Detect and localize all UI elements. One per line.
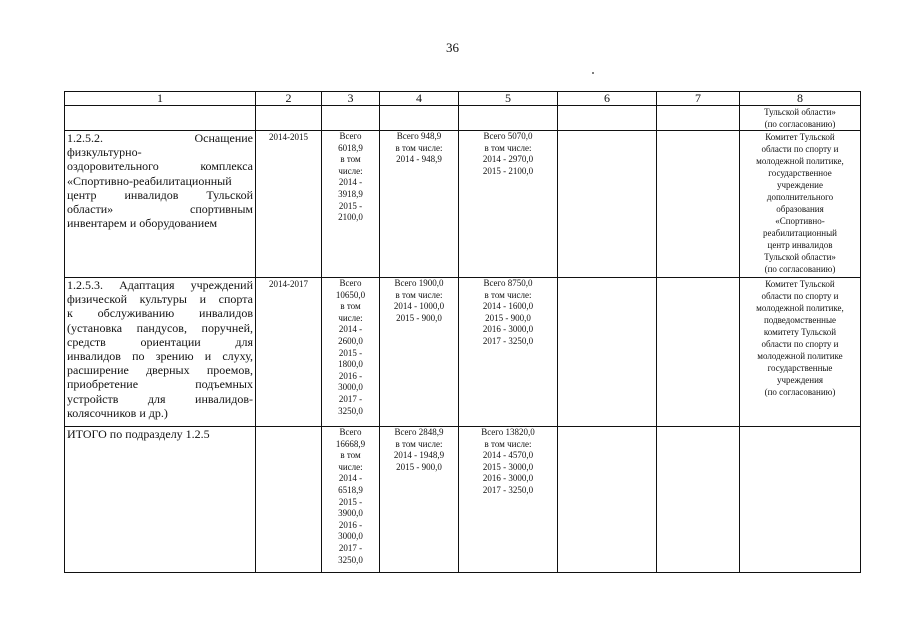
cell-line: числе: — [338, 312, 363, 323]
funding-cell-7 — [657, 427, 740, 573]
cell-line: к обслуживанию инвалидов — [67, 306, 253, 321]
cell-line: Всего 948,9 — [396, 131, 442, 141]
header-cell-8: 8 — [740, 92, 861, 106]
cell-line: 2015 - 900,0 — [396, 461, 442, 472]
cell-line: подведомственные — [763, 315, 837, 325]
funding-cell-6 — [558, 278, 657, 427]
cell-line: 2100,0 — [338, 212, 363, 223]
cell-line: в том числе: — [484, 142, 532, 153]
cell-line: 16668,9 — [335, 438, 366, 449]
funding-cell-7 — [657, 131, 740, 278]
cell-line: в том — [340, 450, 361, 461]
cell-line: в том числе: — [484, 289, 532, 300]
cell-line: в том числе: — [395, 438, 443, 449]
cell-line: 2017 - — [338, 542, 363, 553]
cell-line: 2014 - 1948,9 — [393, 450, 445, 461]
funding-regional-cell — [459, 278, 558, 427]
executor-cell — [740, 427, 861, 573]
funding-total-cell — [322, 278, 380, 427]
table-row — [65, 131, 861, 278]
cell-line: 2015 - — [338, 200, 363, 211]
cell-line: 3000,0 — [338, 382, 363, 393]
cell-line: Комитет Тульской — [765, 132, 835, 142]
header-cell-4: 4 — [380, 92, 459, 106]
header-row — [65, 92, 861, 106]
cell-line: дополнительного — [766, 192, 834, 202]
cell-line: числе: — [338, 165, 363, 176]
cell-line: инвалидов по зрению и слуху, — [67, 349, 253, 364]
cell-line: ИТОГО по подразделу 1.2.5 — [67, 427, 210, 441]
cell-line: 2017 - 3250,0 — [482, 484, 534, 495]
cell-line: числе: — [338, 461, 363, 472]
cell-line: Всего 8750,0 — [483, 278, 533, 288]
cell-line: молодежной политике, — [756, 303, 844, 313]
cell-line: 2014 - 1600,0 — [482, 301, 534, 312]
continuation-executor — [740, 106, 861, 131]
table-row-total — [65, 427, 861, 573]
measure-name — [65, 131, 256, 278]
cell-line: 2016 - 3000,0 — [482, 473, 534, 484]
cell-line: в том числе: — [395, 289, 443, 300]
cell-line: 1800,0 — [338, 359, 363, 370]
header-cell-6: 6 — [558, 92, 657, 106]
period-cell: 2014-2015 — [256, 131, 322, 278]
funding-federal-cell — [380, 278, 459, 427]
cell-line: Всего 1900,0 — [394, 278, 444, 288]
cell-line: (по согласованию) — [764, 264, 836, 274]
cell-line: «Спортивно- — [775, 216, 825, 226]
executor-cell — [740, 278, 861, 427]
program-table — [64, 91, 861, 573]
cell-line: 2014 - — [338, 324, 363, 335]
cell-line: 2014 - 4570,0 — [482, 450, 534, 461]
continuation-cell — [256, 106, 322, 131]
page-number: 36 — [446, 40, 459, 55]
cell-line: Тульской области» — [764, 252, 836, 262]
funding-regional-cell — [459, 131, 558, 278]
cell-line: расширение дверных проемов, — [67, 363, 253, 378]
cell-line: 6518,9 — [338, 484, 363, 495]
continuation-cell — [558, 106, 657, 131]
cell-line: в том — [340, 154, 361, 165]
cell-line: (по согласованию) — [764, 119, 836, 129]
funding-cell-7 — [657, 278, 740, 427]
cell-line: государственное — [768, 168, 832, 178]
cell-line: оздоровительного комплекса — [67, 159, 253, 174]
header-cell-2: 2 — [256, 92, 322, 106]
cell-line: области по спорту и — [761, 339, 839, 349]
cell-line: 2016 - 3000,0 — [482, 324, 534, 335]
cell-line: в том — [340, 301, 361, 312]
continuation-cell — [65, 106, 256, 131]
cell-line: 2014 - 1000,0 — [393, 301, 445, 312]
cell-line: 3918,9 — [338, 188, 363, 199]
cell-line: Всего 2848,9 — [394, 427, 444, 437]
cell-line: 10650,0 — [335, 289, 366, 300]
cell-line: учреждения — [776, 375, 824, 385]
cell-line: 2014 - 948,9 — [396, 154, 442, 165]
period-cell — [256, 427, 322, 573]
cell-line: (по согласованию) — [764, 387, 836, 397]
header-cell-1: 1 — [65, 92, 256, 106]
continuation-cell — [322, 106, 380, 131]
cell-line: (установка пандусов, поручней, — [67, 320, 253, 335]
cell-line: реабилитационный — [763, 228, 837, 238]
continuation-cell — [459, 106, 558, 131]
cell-line: физической культуры и спорта — [67, 292, 253, 307]
cell-line: приобретение подъемных — [67, 377, 253, 392]
cell-line: 2016 - — [338, 519, 363, 530]
funding-regional-cell — [459, 427, 558, 573]
period-cell: 2014-2017 — [256, 278, 322, 427]
continuation-cell — [657, 106, 740, 131]
cell-line: 2014 - — [338, 473, 363, 484]
cell-line: молодежной политике — [757, 351, 843, 361]
cell-line: в том числе: — [395, 142, 443, 153]
cell-line: 3900,0 — [338, 508, 363, 519]
cell-line: 6018,9 — [338, 142, 363, 153]
cell-line: учреждение — [777, 180, 823, 190]
cell-line: Комитет Тульской — [765, 279, 835, 289]
table-row — [65, 278, 861, 427]
cell-line: 3250,0 — [338, 554, 363, 565]
cell-line: Всего 13820,0 — [481, 427, 535, 437]
cell-line: области по спорту и — [761, 144, 839, 154]
cell-line: 2015 - 2100,0 — [482, 165, 534, 176]
cell-line: 2015 - 900,0 — [396, 312, 442, 323]
funding-cell-6 — [558, 427, 657, 573]
cell-line: Всего — [339, 278, 362, 288]
cell-line: 1.2.5.3. Адаптация учреждений — [67, 278, 253, 292]
cell-line: 2017 - — [338, 393, 363, 404]
cell-line: «Спортивно-реабилитационный — [67, 173, 232, 188]
cell-line: средств ориентации для — [67, 334, 253, 349]
cell-line: 2015 - 3000,0 — [482, 461, 534, 472]
measure-name — [65, 278, 256, 427]
cell-line: физкультурно- — [67, 145, 142, 160]
cell-line: 2600,0 — [338, 335, 363, 346]
funding-federal-cell — [380, 427, 459, 573]
cell-line: 2014 - 2970,0 — [482, 154, 534, 165]
cell-line: 2015 - — [338, 496, 363, 507]
cell-line: Всего — [339, 427, 362, 437]
cell-line: 1.2.5.2. Оснащение — [67, 131, 253, 145]
cell-line: государственные — [767, 363, 833, 373]
cell-line: образования — [776, 204, 824, 214]
cell-line: Всего — [339, 131, 362, 141]
cell-line: центр инвалидов — [767, 240, 833, 250]
cell-line: молодежной политике, — [756, 156, 844, 166]
continuation-cell — [380, 106, 459, 131]
cell-line: 3000,0 — [338, 531, 363, 542]
header-cell-5: 5 — [459, 92, 558, 106]
cell-line: центр инвалидов Тульской — [67, 187, 253, 202]
cell-line: 2016 - — [338, 370, 363, 381]
cell-line: 2015 - — [338, 347, 363, 358]
scan-speck — [592, 72, 594, 74]
cell-line: Тульской области» — [764, 107, 836, 117]
funding-total-cell — [322, 131, 380, 278]
executor-cell — [740, 131, 861, 278]
cell-line: Всего 5070,0 — [483, 131, 533, 141]
cell-line: 2017 - 3250,0 — [482, 335, 534, 346]
cell-line: области» спортивным — [67, 202, 253, 217]
cell-line: колясочников и др.) — [67, 405, 168, 420]
cell-line: комитету Тульской — [763, 327, 837, 337]
total-label — [65, 427, 256, 573]
header-cell-3: 3 — [322, 92, 380, 106]
header-cell-7: 7 — [657, 92, 740, 106]
cell-line: области по спорту и — [761, 291, 839, 301]
funding-federal-cell — [380, 131, 459, 278]
funding-total-cell — [322, 427, 380, 573]
funding-cell-6 — [558, 131, 657, 278]
cell-line: устройств для инвалидов- — [67, 391, 253, 406]
cell-line: инвентарем и оборудованием — [67, 216, 218, 231]
cell-line: 2015 - 900,0 — [485, 312, 531, 323]
cell-line: 3250,0 — [338, 405, 363, 416]
cell-line: 2014 - — [338, 177, 363, 188]
continuation-row — [65, 106, 861, 131]
cell-line: в том числе: — [484, 438, 532, 449]
